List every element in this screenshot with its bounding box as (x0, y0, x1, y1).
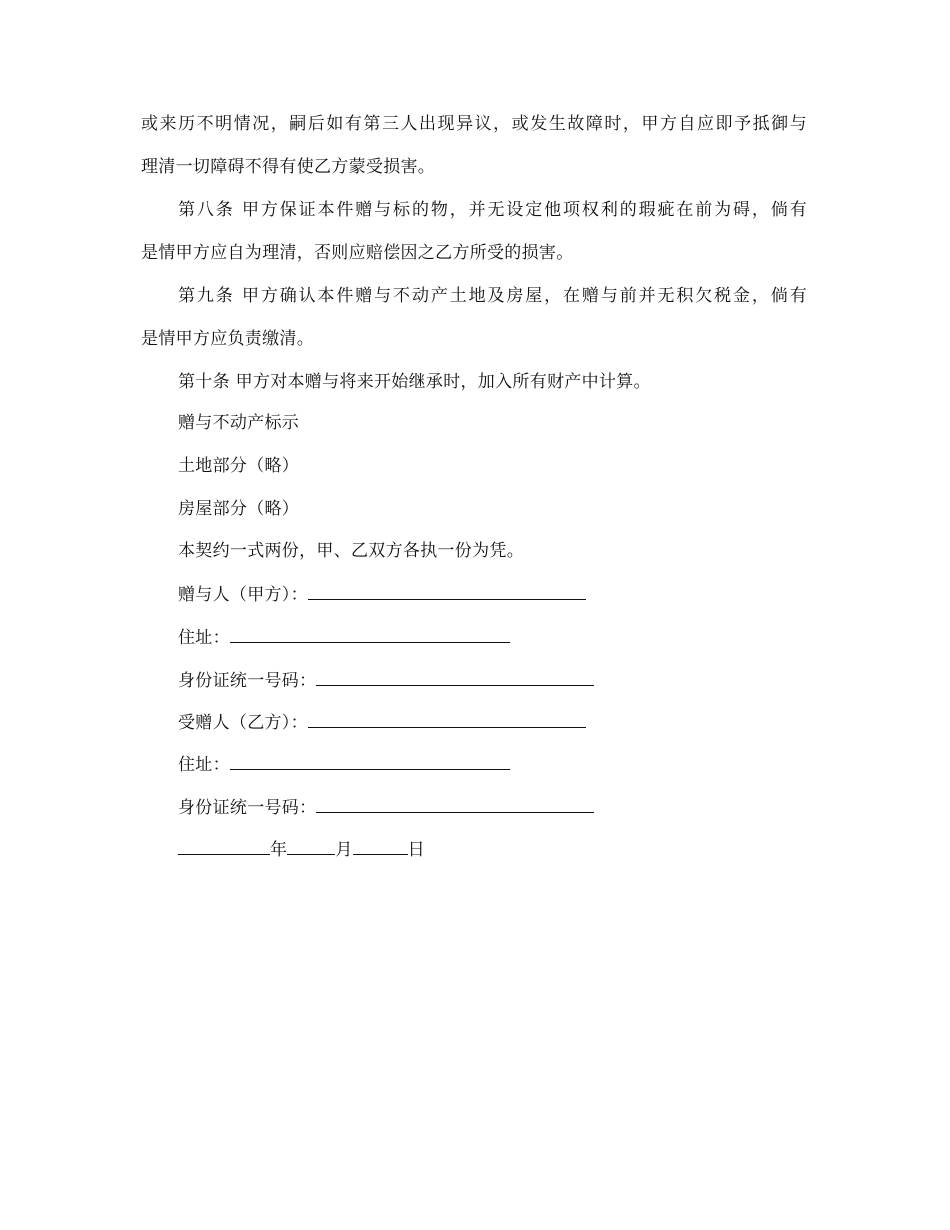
article-8-continued: 是情甲方应自为理清，否则应赔偿因之乙方所受的损害。 (141, 243, 574, 263)
donee-address-blank[interactable] (230, 751, 510, 770)
donor-id-blank[interactable] (316, 667, 594, 686)
article-9-continued: 是情甲方应负责缴清。 (141, 329, 314, 349)
donee-id-label: 身份证统一号码： (178, 798, 317, 818)
article-10: 第十条 甲方对本赠与将来开始继承时，加入所有财产中计算。 (178, 372, 651, 392)
month-blank[interactable] (287, 836, 335, 855)
donor-label: 赠与人（甲方）： (178, 585, 308, 605)
article-9: 第九条 甲方确认本件赠与不动产土地及房屋，在赠与前并无积欠税金，倘有 (178, 286, 807, 306)
donee-address-row (178, 751, 510, 777)
donee-address-label: 住址： (178, 755, 230, 775)
donee-name-blank[interactable] (308, 709, 586, 728)
paragraph-line: 理清一切障碍不得有使乙方蒙受损害。 (141, 157, 436, 177)
donor-address-blank[interactable] (230, 624, 510, 643)
paragraph-line: 或来历不明情况，嗣后如有第三人出现异议，或发生故障时，甲方自应即予抵御与 (141, 114, 807, 134)
donor-id-row (178, 667, 594, 693)
day-blank[interactable] (353, 836, 408, 855)
donor-row (178, 581, 586, 607)
property-heading: 赠与不动产标示 (178, 413, 300, 433)
day-label: 日 (407, 840, 425, 860)
article-8: 第八条 甲方保证本件赠与标的物，并无设定他项权利的瑕疵在前为碍，倘有 (178, 200, 807, 220)
month-label: 月 (335, 840, 353, 860)
donee-label: 受赠人（乙方）： (178, 713, 308, 733)
year-blank[interactable] (178, 836, 270, 855)
donee-row (178, 709, 586, 735)
land-part: 土地部分（略） (178, 456, 300, 476)
donor-address-row (178, 624, 510, 650)
donor-name-blank[interactable] (308, 581, 586, 600)
donee-id-blank[interactable] (316, 794, 594, 813)
house-part: 房屋部分（略） (178, 499, 300, 519)
donor-id-label: 身份证统一号码： (178, 671, 317, 691)
copies-note: 本契约一式两份，甲、乙双方各执一份为凭。 (178, 541, 524, 561)
donee-id-row (178, 794, 594, 820)
date-row (178, 836, 425, 862)
year-label: 年 (270, 840, 288, 860)
donor-address-label: 住址： (178, 628, 230, 648)
